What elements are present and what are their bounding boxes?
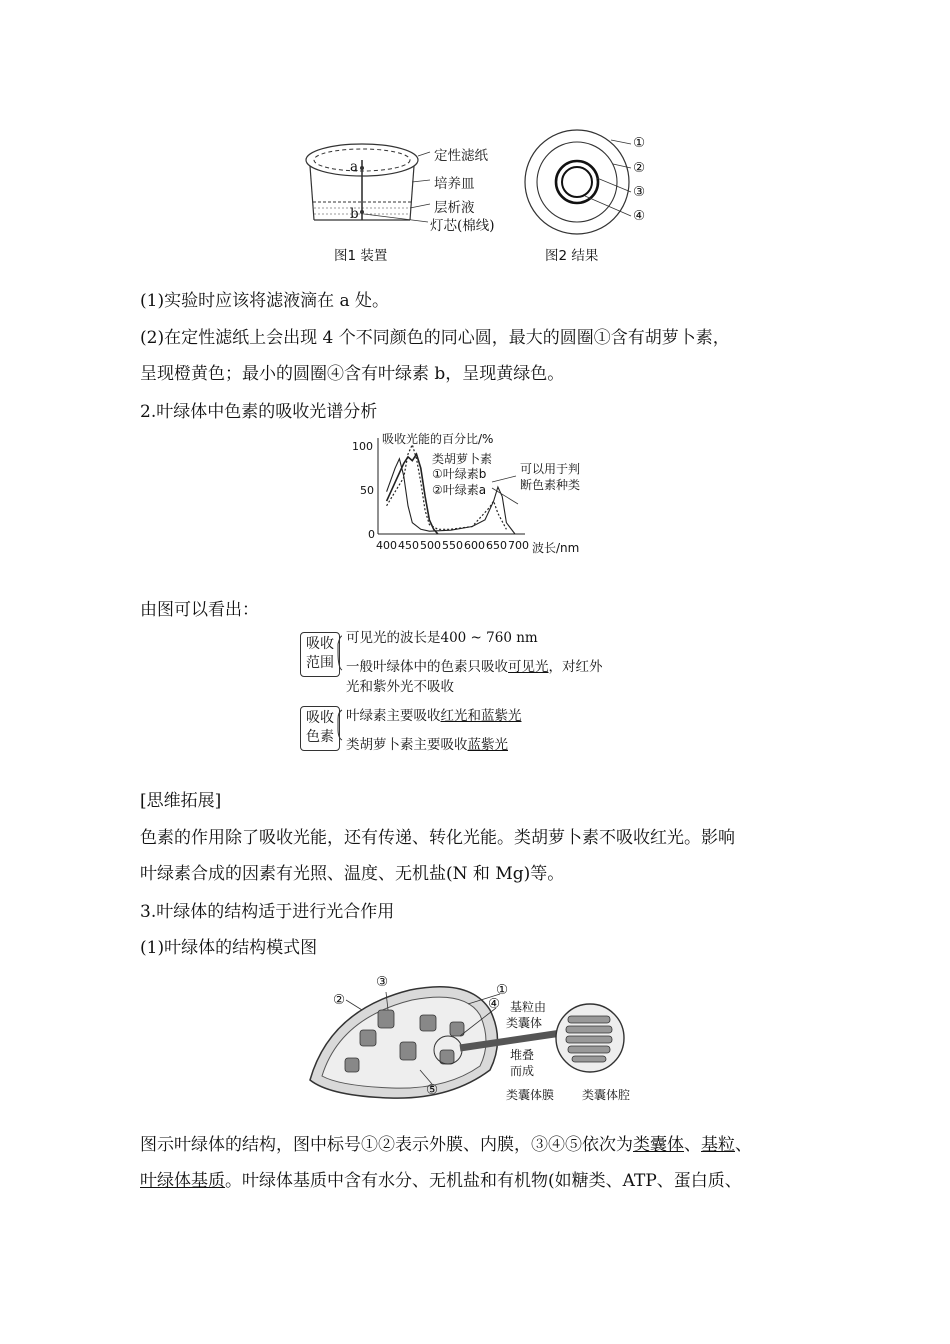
figure2-caption: 图2 结果 — [545, 248, 599, 264]
paragraph-2-line-2: 呈现橙黄色；最小的圆圈④含有叶绿素 b，呈现黄绿色。 — [140, 364, 565, 384]
concept-item-3: 叶绿素主要吸收红光和蓝紫光 — [346, 708, 522, 724]
chloroplast-marker-2: ② — [333, 992, 346, 1008]
final-line-1: 图示叶绿体的结构，图中标号①②表示外膜、内膜，③④⑤依次为类囊体、基粒、 — [140, 1135, 752, 1155]
x-tick-600: 600 — [464, 539, 485, 552]
label-thylakoid-membrane: 类囊体膜 — [506, 1088, 555, 1102]
paragraph-observe: 由图可以看出： — [140, 600, 259, 620]
heading-spectrum: 2.叶绿体中色素的吸收光谱分析 — [140, 402, 378, 422]
result-marker-2: ② — [633, 160, 646, 176]
legend-carotenoid: 类胡萝卜素 — [432, 452, 493, 466]
label-stack-1: 堆叠 — [510, 1048, 535, 1062]
label-solvent: 层析液 — [434, 200, 475, 216]
paragraph-2-line-1: (2)在定性滤纸上会出现 4 个不同颜色的同心圆，最大的圆圈①含有胡萝卜素， — [140, 328, 730, 348]
legend-chl-a: ②叶绿素a — [432, 483, 487, 497]
y-tick-0: 0 — [368, 528, 375, 541]
box-absorption-range: 吸收 范围 — [300, 632, 340, 677]
concept-item-1: 可见光的波长是400 ~ 760 nm — [346, 630, 538, 646]
x-tick-500: 500 — [420, 539, 441, 552]
heading-think-extension: [思维拓展] — [140, 791, 222, 811]
result-marker-1: ① — [633, 135, 646, 151]
x-tick-650: 650 — [486, 539, 507, 552]
result-marker-4: ④ — [633, 208, 646, 224]
concept-map — [298, 624, 603, 754]
concept-braces — [298, 624, 348, 754]
spectrum-chart — [340, 430, 620, 560]
concept-item-2: 一般叶绿体中的色素只吸收可见光，对红外 — [346, 659, 603, 675]
concept-item-2-line-2: 光和紫外光不吸收 — [346, 679, 454, 695]
figure-result — [515, 126, 665, 266]
paragraph-1: (1)实验时应该将滤液滴在 a 处。 — [140, 291, 390, 311]
legend-chl-b: ①叶绿素b — [432, 467, 487, 481]
x-tick-550: 550 — [442, 539, 463, 552]
chloroplast-marker-3: ③ — [376, 974, 389, 990]
think-line-2: 叶绿素合成的因素有光照、温度、无机盐(N 和 Mg)等。 — [140, 864, 565, 884]
label-dish: 培养皿 — [434, 176, 475, 192]
x-tick-450: 450 — [398, 539, 419, 552]
chloroplast-marker-5: ⑤ — [426, 1082, 439, 1098]
chloroplast-figure — [300, 970, 650, 1110]
result-marker-3: ③ — [633, 184, 646, 200]
x-axis-title: 波长/nm — [532, 541, 580, 555]
annotation-line-1: 可以用于判 — [520, 462, 581, 476]
label-filter-paper: 定性滤纸 — [434, 148, 488, 164]
annotation-line-2: 断色素种类 — [520, 478, 581, 492]
concept-item-4: 类胡萝卜素主要吸收蓝紫光 — [346, 737, 508, 753]
final-line-2: 叶绿体基质。叶绿体基质中含有水分、无机盐和有机物(如糖类、ATP、蛋白质、 — [140, 1171, 742, 1191]
label-point-b: b — [350, 206, 359, 222]
chart-y-title: 吸收光能的百分比/% — [382, 432, 494, 446]
think-line-1: 色素的作用除了吸收光能，还有传递、转化光能。类胡萝卜素不吸收红光。影响 — [140, 828, 735, 848]
x-tick-400: 400 — [376, 539, 397, 552]
y-tick-100: 100 — [352, 440, 373, 453]
x-tick-700: 700 — [508, 539, 529, 552]
figure-apparatus — [300, 128, 500, 268]
heading-structure: 3.叶绿体的结构适于进行光合作用 — [140, 902, 395, 922]
y-tick-50: 50 — [360, 484, 374, 497]
chloroplast-marker-4: ④ — [488, 996, 501, 1012]
subheading-structure-diagram: (1)叶绿体的结构模式图 — [140, 938, 318, 958]
figure1-caption: 图1 装置 — [334, 248, 388, 264]
label-granum-2: 类囊体 — [506, 1016, 543, 1030]
chloroplast-marker-1: ① — [496, 982, 509, 998]
label-granum-1: 基粒由 — [510, 1000, 547, 1014]
box-absorption-pigment: 吸收 色素 — [300, 706, 340, 751]
label-stack-2: 而成 — [510, 1064, 535, 1078]
label-thylakoid-lumen: 类囊体腔 — [582, 1088, 631, 1102]
label-wick: 灯芯(棉线) — [430, 218, 495, 234]
label-point-a: a — [350, 159, 359, 175]
